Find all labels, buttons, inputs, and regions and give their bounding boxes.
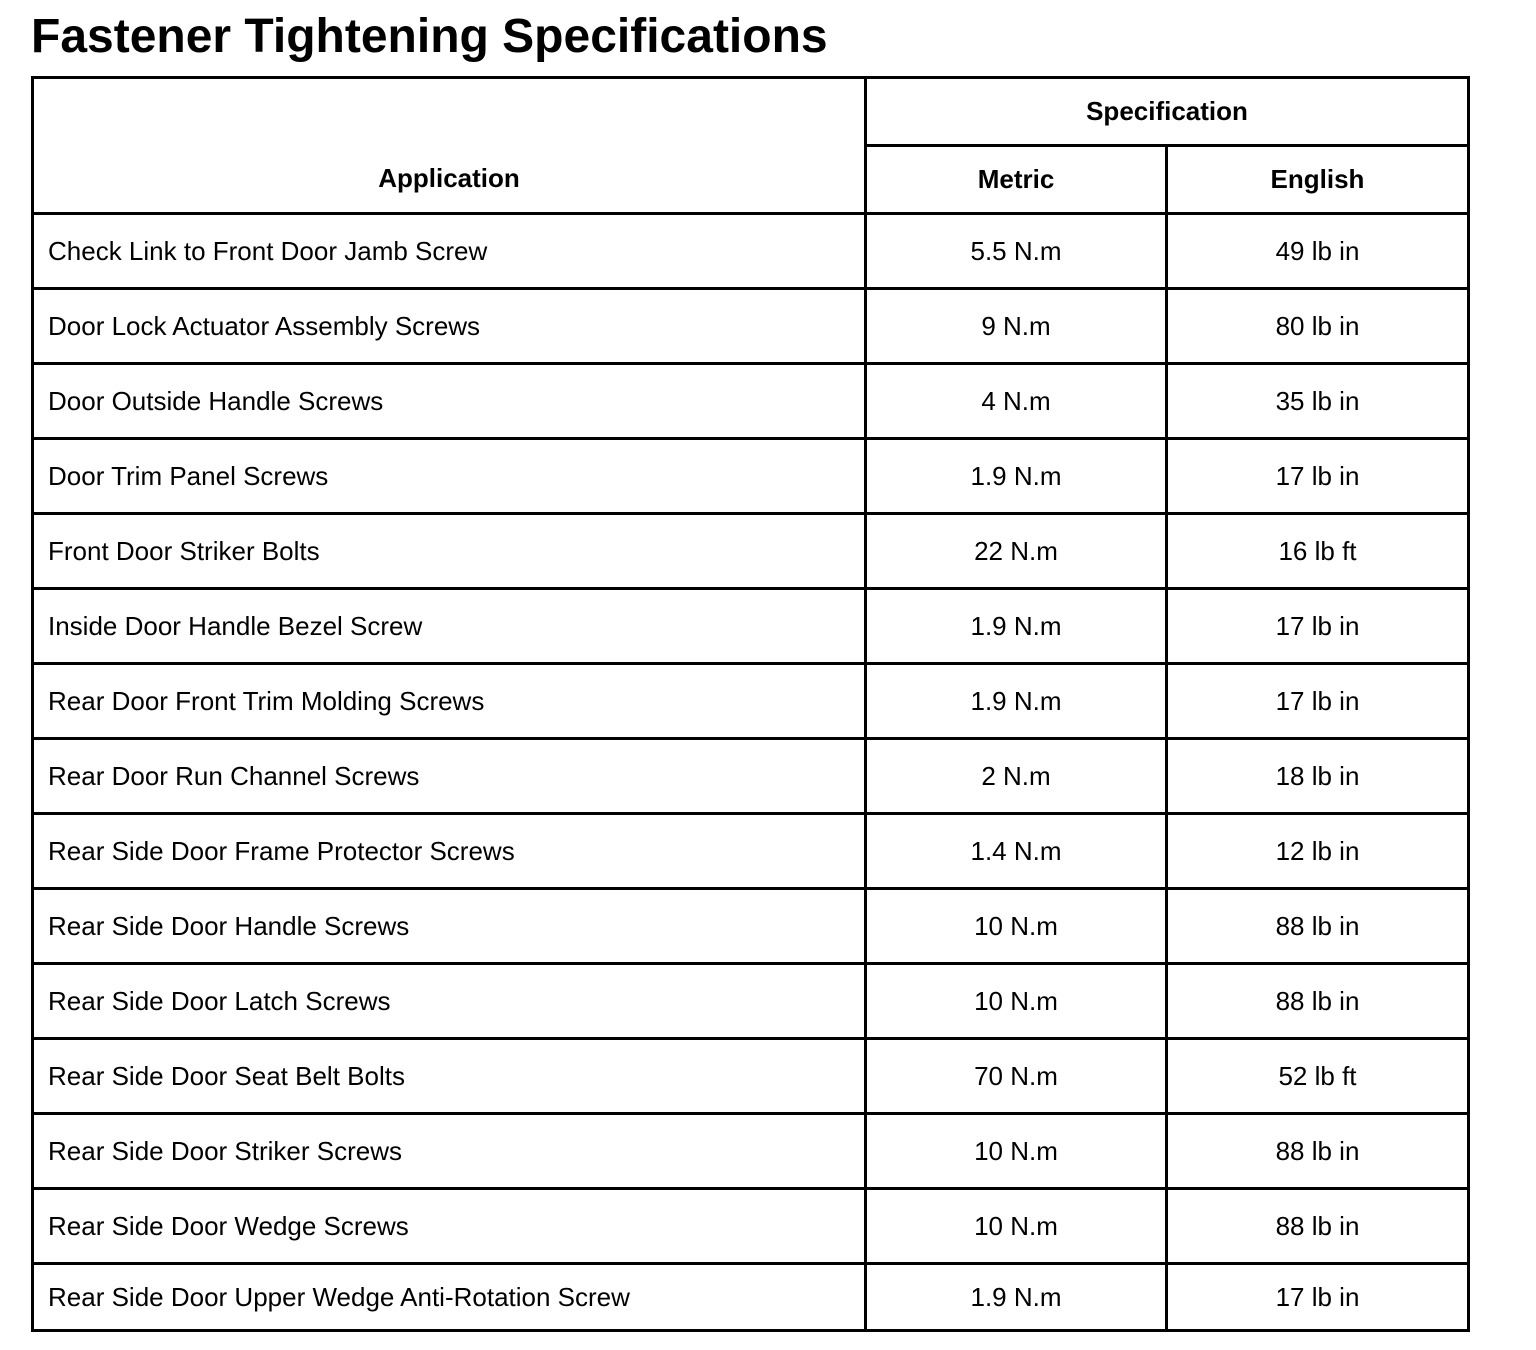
cell-english: 88 lb in: [1167, 1114, 1469, 1189]
table-row: [33, 739, 1469, 814]
table-row: [33, 664, 1469, 739]
header-english: English: [1167, 146, 1469, 214]
cell-english: 88 lb in: [1167, 889, 1469, 964]
cell-application: Door Lock Actuator Assembly Screws: [33, 289, 866, 364]
cell-english: 17 lb in: [1167, 439, 1469, 514]
table-row: [33, 1264, 1469, 1331]
table-row: [33, 1039, 1469, 1114]
cell-application: Rear Side Door Striker Screws: [33, 1114, 866, 1189]
cell-metric: 10 N.m: [866, 1189, 1167, 1264]
cell-application: Inside Door Handle Bezel Screw: [33, 589, 866, 664]
fastener-spec-table: [31, 76, 1470, 1332]
cell-english: 17 lb in: [1167, 664, 1469, 739]
cell-application: Rear Side Door Frame Protector Screws: [33, 814, 866, 889]
cell-metric: 10 N.m: [866, 964, 1167, 1039]
cell-english: 49 lb in: [1167, 214, 1469, 289]
cell-application: Check Link to Front Door Jamb Screw: [33, 214, 866, 289]
table-row: [33, 439, 1469, 514]
cell-application: Rear Side Door Seat Belt Bolts: [33, 1039, 866, 1114]
cell-metric: 4 N.m: [866, 364, 1167, 439]
cell-metric: 1.9 N.m: [866, 439, 1167, 514]
cell-metric: 1.9 N.m: [866, 589, 1167, 664]
table-header: [33, 78, 1469, 214]
table-row: [33, 1189, 1469, 1264]
cell-metric: 22 N.m: [866, 514, 1167, 589]
cell-metric: 9 N.m: [866, 289, 1167, 364]
page-title: Fastener Tightening Specifications: [31, 10, 828, 63]
table-row: [33, 289, 1469, 364]
table-row: [33, 889, 1469, 964]
cell-application: Rear Side Door Upper Wedge Anti-Rotation Screw: [33, 1264, 866, 1331]
cell-metric: 10 N.m: [866, 889, 1167, 964]
header-application: Application: [33, 78, 866, 214]
cell-english: 17 lb in: [1167, 1264, 1469, 1331]
cell-english: 17 lb in: [1167, 589, 1469, 664]
cell-application: Rear Door Run Channel Screws: [33, 739, 866, 814]
cell-metric: 10 N.m: [866, 1114, 1167, 1189]
cell-application: Front Door Striker Bolts: [33, 514, 866, 589]
cell-english: 80 lb in: [1167, 289, 1469, 364]
cell-english: 88 lb in: [1167, 1189, 1469, 1264]
cell-application: Door Outside Handle Screws: [33, 364, 866, 439]
table-row: [33, 1114, 1469, 1189]
header-specification: Specification: [866, 78, 1469, 146]
header-row-top: [33, 78, 1469, 146]
table-row: [33, 214, 1469, 289]
table-row: [33, 514, 1469, 589]
cell-metric: 1.4 N.m: [866, 814, 1167, 889]
cell-application: Rear Side Door Latch Screws: [33, 964, 866, 1039]
table-row: [33, 814, 1469, 889]
cell-application: Rear Door Front Trim Molding Screws: [33, 664, 866, 739]
cell-english: 52 lb ft: [1167, 1039, 1469, 1114]
cell-metric: 2 N.m: [866, 739, 1167, 814]
table-body: [33, 214, 1469, 1331]
cell-english: 88 lb in: [1167, 964, 1469, 1039]
cell-english: 35 lb in: [1167, 364, 1469, 439]
cell-application: Rear Side Door Wedge Screws: [33, 1189, 866, 1264]
cell-english: 16 lb ft: [1167, 514, 1469, 589]
cell-english: 12 lb in: [1167, 814, 1469, 889]
cell-metric: 1.9 N.m: [866, 1264, 1167, 1331]
cell-metric: 70 N.m: [866, 1039, 1167, 1114]
cell-application: Rear Side Door Handle Screws: [33, 889, 866, 964]
cell-application: Door Trim Panel Screws: [33, 439, 866, 514]
table-row: [33, 589, 1469, 664]
header-metric: Metric: [866, 146, 1167, 214]
cell-metric: 5.5 N.m: [866, 214, 1167, 289]
cell-metric: 1.9 N.m: [866, 664, 1167, 739]
table-row: [33, 964, 1469, 1039]
cell-english: 18 lb in: [1167, 739, 1469, 814]
table-row: [33, 364, 1469, 439]
